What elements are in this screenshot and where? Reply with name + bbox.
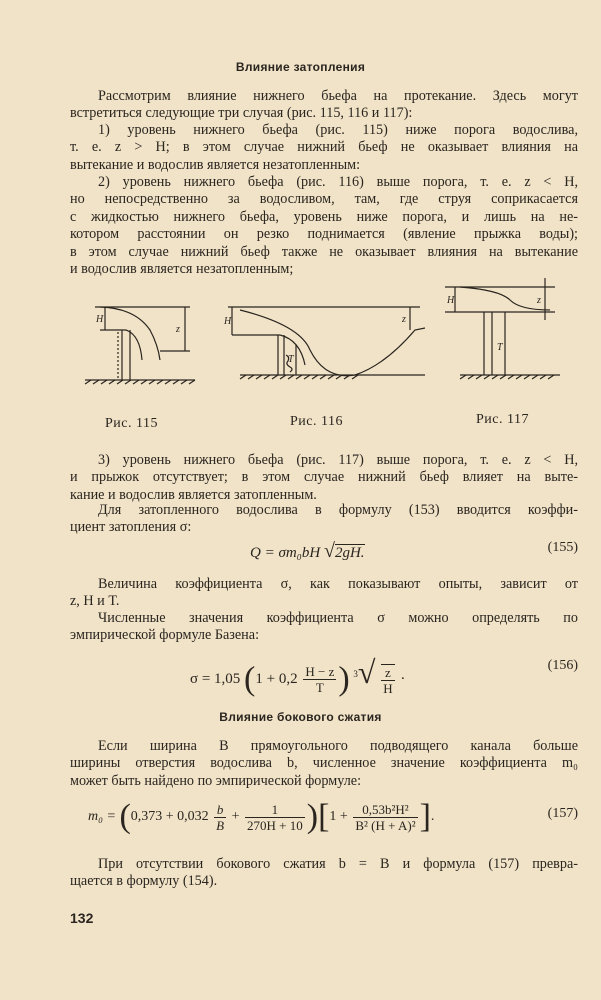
bracket-open: [	[318, 798, 330, 835]
fig117-label-h: H	[447, 295, 455, 306]
fraction-numerator: H − z	[305, 664, 335, 680]
formula-156-number: (156)	[547, 658, 578, 673]
fraction-numerator: z	[381, 665, 394, 681]
bracket-close: ]	[419, 798, 431, 835]
text-line: Если ширина B прямоугольного подводящего канала больше	[98, 738, 578, 754]
closing-paragraph	[70, 856, 578, 891]
formula-156-fraction	[303, 664, 336, 695]
formula-157-plus: +	[231, 809, 240, 825]
formula-156	[70, 650, 578, 700]
paren-open: (	[244, 660, 256, 698]
fraction-denominator: B	[216, 817, 225, 833]
text-line: При отсутствии бокового сжатия b = B и формула (157) превра-	[98, 856, 578, 872]
formula-155-radicand: 2gH.	[334, 545, 365, 561]
formula-157-end: .	[430, 809, 435, 825]
fraction-numerator: 1	[245, 802, 305, 818]
formula-156-term: 1 + 0,2	[255, 671, 298, 687]
formula-156-root-fraction	[381, 664, 394, 696]
formula-157-fraction-1	[214, 802, 226, 833]
fraction-numerator: 0,53b²H²	[353, 802, 417, 818]
text-line: с жидкостью нижнего бьефа, уровень ниже порога, и лишь на не-	[70, 208, 578, 225]
formula-157-fraction-3	[353, 802, 417, 833]
figure-117-diagram	[445, 278, 560, 379]
fig117-label-t: T	[497, 342, 503, 353]
fraction-denominator: B² (H + A)²	[355, 817, 416, 833]
figure-116-diagram	[228, 307, 425, 379]
paren-close: )	[338, 660, 350, 698]
formula-157-a: 0,373 + 0,032	[130, 809, 209, 825]
page-number: 132	[70, 910, 94, 926]
text-line: котором расстоянии он резко поднимается (явление прыжка воды);	[70, 226, 578, 243]
bazin-paragraph	[70, 610, 578, 645]
side-contraction-paragraph	[70, 738, 578, 790]
fraction-denominator: T	[315, 680, 324, 696]
text-line: Для затопленного водослива в формулу (153) вводится коэффи-	[98, 502, 578, 518]
fig116-label-t: T	[288, 354, 294, 365]
text-line: 2) уровень нижнего бьефа (рис. 116) выше порога, т. е. z < H,	[98, 174, 578, 190]
formula-157-lhs: m₀ =	[88, 809, 116, 825]
submerged-paragraph	[70, 502, 578, 537]
text-line: может быть найдено по эмпирической формуле:	[70, 772, 362, 789]
text-line: встретиться следующие три случая (рис. 115, 116 и 117):	[70, 105, 413, 122]
sigma-paragraph	[70, 576, 578, 611]
text-line: в этом случае нижний бьеф также не оказывает влияния на вытекание	[70, 243, 578, 260]
figures-illustration	[0, 270, 601, 410]
fraction-denominator: 270H + 10	[247, 817, 303, 833]
formula-156-dot: ·	[400, 671, 406, 687]
case1-paragraph	[70, 122, 578, 174]
formula-157-number: (157)	[547, 806, 578, 821]
section-heading-side-contraction: Влияние бокового сжатия	[219, 710, 382, 724]
formula-155-number: (155)	[547, 540, 578, 555]
section-heading-submersion: Влияние затопления	[235, 60, 366, 74]
formula-157-fraction-2	[245, 802, 305, 833]
text-line: т. е. z > H; в этом случае нижний бьеф не оказывает влияния на	[70, 139, 578, 156]
formula-156-lhs: σ = 1,05	[190, 671, 241, 687]
text-line: щается в формулу (154).	[70, 873, 218, 890]
paren-close: )	[306, 798, 319, 835]
text-line: 1) уровень нижнего бьефа (рис. 115) ниже порога водослива,	[98, 122, 578, 138]
formula-155	[70, 540, 578, 580]
fraction-denominator: H	[383, 680, 393, 696]
formula-155-lhs: Q = σm₀bH	[250, 545, 321, 561]
text-line: z, H и T.	[70, 593, 120, 610]
text-line: 3) уровень нижнего бьефа (рис. 117) выше порога, т. е. z < H,	[98, 452, 578, 468]
fig115-label-h: H	[96, 314, 104, 325]
fig117-label-z: z	[537, 295, 541, 306]
text-line: и прыжок отсутствует; в этом случае нижний бьеф влияет на выте-	[70, 469, 578, 486]
text-line: вытекание и водослив является незатопленным:	[70, 156, 361, 173]
cube-root-symbol: √	[357, 654, 376, 690]
fig116-label-h: H	[224, 316, 232, 327]
fig115-label-z: z	[176, 324, 180, 335]
formula-157-b: 1 +	[329, 809, 348, 825]
text-line: циент затопления σ:	[70, 519, 192, 536]
formula-157	[70, 796, 578, 846]
root-index: 3	[353, 669, 358, 679]
figure-117-caption: Рис. 117	[476, 412, 529, 427]
sqrt-symbol: √	[323, 540, 335, 562]
fig116-label-z: z	[402, 314, 406, 325]
text-line: ширины отверстия водослива b, численное значение коэффициента m₀	[70, 755, 578, 772]
paren-open: (	[119, 798, 131, 835]
case2-paragraph	[70, 174, 578, 278]
text-line: но непосредственно за водосливом, там, где струя соприкасается	[70, 191, 578, 208]
text-line: и водослив является незатопленным;	[70, 261, 294, 278]
figure-116-caption: Рис. 116	[290, 414, 343, 429]
fraction-numerator: b	[214, 802, 226, 818]
text-line: Численные значения коэффициента σ можно определять по	[98, 610, 578, 626]
text-line: Величина коэффициента σ, как показывают опыты, зависит от	[98, 576, 578, 592]
text-line: эмпирической формуле Базена:	[70, 627, 260, 644]
figure-115-caption: Рис. 115	[105, 416, 158, 431]
text-line: Рассмотрим влияние нижнего бьефа на протекание. Здесь могут	[98, 88, 578, 104]
intro-paragraph	[70, 88, 578, 123]
case3-paragraph	[70, 452, 578, 504]
text-line: кание и водослив является затопленным.	[70, 486, 317, 503]
